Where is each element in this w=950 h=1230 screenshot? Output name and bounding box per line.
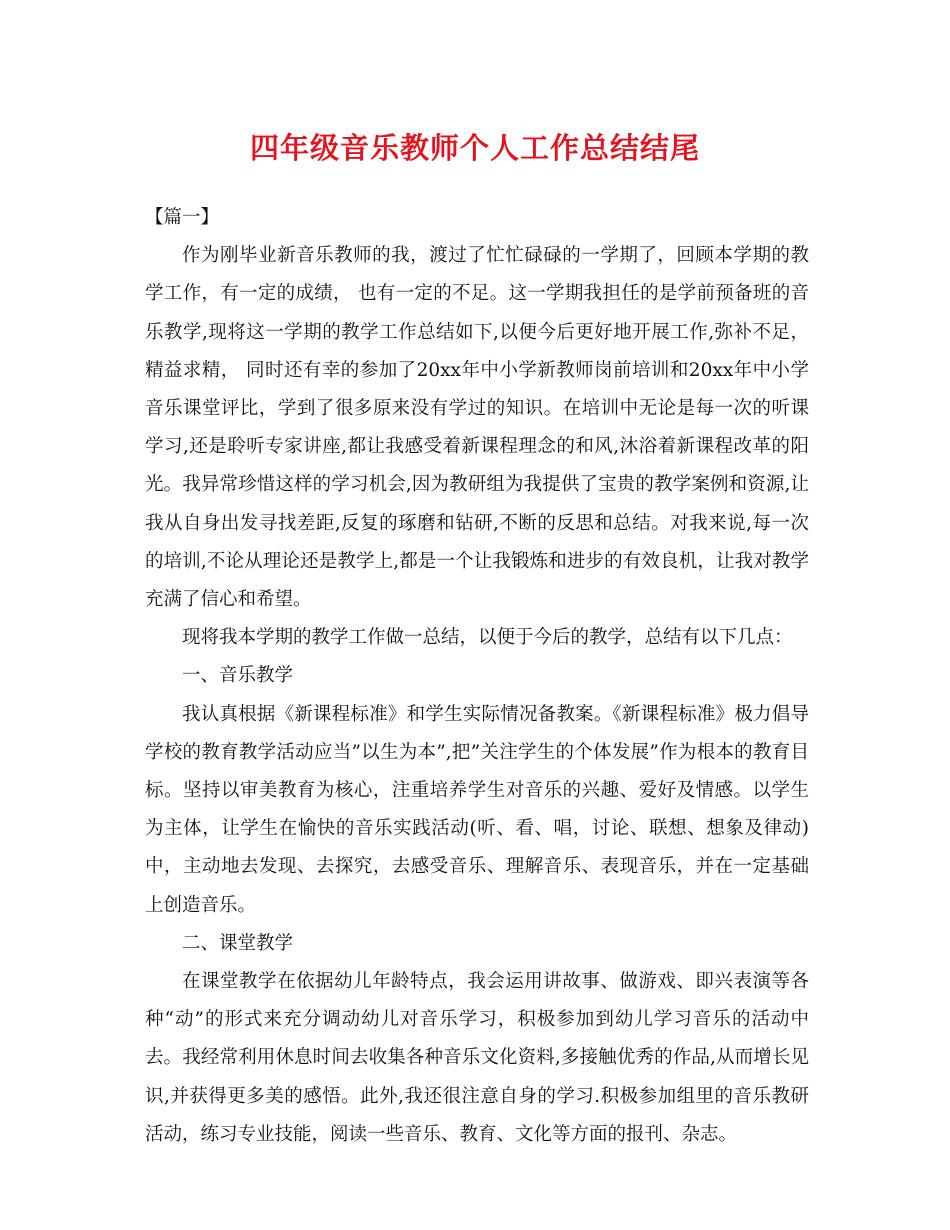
part-label: 【篇一】 [145,207,220,228]
paragraph-classroom-teaching: 在课堂教学在依据幼儿年龄特点，我会运用讲故事、做游戏、即兴表演等各种“动”的形式来充分调动幼儿对音乐学习，积极参加到幼儿学习音乐的活动中去。我经常利用休息时间去收集各种音乐文化资料,多接触优秀的作品,从而增长见识,并获得更多美的感悟。此外,我还很注意自身的学习.积极参加组里的音乐教研活动，练习专业技能，阅读一些音乐、教育、文化等方面的报刊、杂志。 [145,971,809,1145]
section-heading-music-teaching: 一、音乐教学 [182,665,294,687]
section-heading-classroom-teaching: 二、课堂教学 [182,932,294,954]
paragraph-intro: 作为刚毕业新音乐教师的我，渡过了忙忙碌碌的一学期了，回顾本学期的教学工作，有一定的成绩， 也有一定的不足。这一学期我担任的是学前预备班的音乐教学,现将这一学期的教学工作总结如下,以便今后更好地开展工作,弥补不足，精益求精， 同时还有幸的参加了20xx年中小学新教师岗前培训和20xx年中小学音乐课堂评比，学到了很多原来没有学过的知识。在培训中无论是每一次的听课学习,还是聆听专家讲座,都让我感受着新课程理念的和风,沐浴着新课程改革的阳光。我异常珍惜这样的学习机会,因为教研组为我提供了宝贵的教学案例和资源,让我从自身出发寻找差距,反复的琢磨和钻研,不断的反思和总结。对我来说,每一次的培训,不论从理论还是教学上,都是一个让我锻炼和进步的有效良机，让我对教学充满了信心和希望。 [145,245,809,611]
document-title: 四年级音乐教师个人工作总结结尾 [249,131,700,165]
paragraph-summary-lead: 现将我本学期的教学工作做一总结，以便于今后的教学，总结有以下几点： [182,627,793,649]
document-body [145,199,809,1154]
paragraph-music-teaching: 我认真根据《新课程标准》和学生实际情况备教案。《新课程标准》极力倡导学校的教育教学活动应当”以生为本”,把”关注学生的个体发展”作为根本的教育目标。坚持以审美教育为核心，注重培养学生对音乐的兴趣、爱好及情感。以学生为主体，让学生在愉快的音乐实践活动(听、看、唱，讨论、联想、想象及律动)中，主动地去发现、去探究，去感受音乐、理解音乐、表现音乐，并在一定基础上创造音乐。 [145,703,809,916]
